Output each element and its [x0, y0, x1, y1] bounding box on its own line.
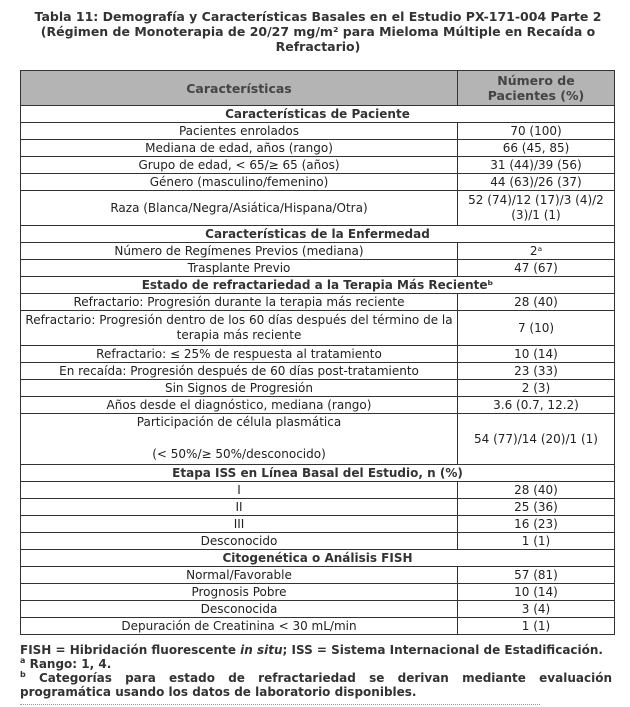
- table-row: [21, 618, 615, 635]
- title-line-2: (Régimen de Monoterapia de 20/27 mg/m² para Mieloma Múltiple en Recaída o: [40, 24, 596, 39]
- table-row: [21, 243, 615, 260]
- row-label: Desconocida: [21, 601, 458, 618]
- section-title: Características de Paciente: [21, 106, 615, 123]
- footnote-a-marker: a: [20, 656, 26, 665]
- row-value: 7 (10): [458, 311, 615, 346]
- table-row: [21, 533, 615, 550]
- footnote-b-marker: b: [20, 670, 26, 679]
- table-row: [21, 482, 615, 499]
- row-label: Refractario: Progresión dentro de los 60 días después del término de la terapia más reciente: [21, 311, 458, 346]
- section-title: Estado de refractariedad a la Terapia Más Recienteᵇ: [21, 277, 615, 294]
- footnote-1-italic: in situ: [240, 643, 283, 657]
- table-row: [21, 191, 615, 226]
- row-label: Refractario: ≤ 25% de respuesta al tratamiento: [21, 346, 458, 363]
- footnote-b: [20, 671, 612, 699]
- row-value: 10 (14): [458, 584, 615, 601]
- table-row: [21, 499, 615, 516]
- row-label: En recaída: Progresión después de 60 días post-tratamiento: [21, 363, 458, 380]
- row-label: I: [21, 482, 458, 499]
- row-value: 16 (23): [458, 516, 615, 533]
- table-body-top: [21, 106, 615, 414]
- row-label: Depuración de Creatinina < 30 mL/min: [21, 618, 458, 635]
- row-label: Desconocido: [21, 533, 458, 550]
- section-header-row: [21, 226, 615, 243]
- section-title: Citogenética o Análisis FISH: [21, 550, 615, 567]
- row-value: 57 (81): [458, 567, 615, 584]
- footnote-a-text: Rango: 1, 4.: [25, 657, 112, 671]
- table-row: [21, 140, 615, 157]
- table-row: [21, 123, 615, 140]
- table-row: [21, 311, 615, 346]
- header-patient-count: Número de Pacientes (%): [458, 71, 615, 106]
- table-row: [21, 414, 615, 465]
- table-row: [21, 294, 615, 311]
- row-label: Pacientes enrolados: [21, 123, 458, 140]
- row-value: 3 (4): [458, 601, 615, 618]
- row-value: 47 (67): [458, 260, 615, 277]
- title-line-1: Tabla 11: Demografía y Características Basales en el Estudio PX-171-004 Parte 2: [34, 9, 602, 24]
- row-label: Raza (Blanca/Negra/Asiática/Hispana/Otra): [21, 191, 458, 226]
- plasma-label: [21, 414, 458, 465]
- table-row: [21, 380, 615, 397]
- table-row: [21, 397, 615, 414]
- row-label: Prognosis Pobre: [21, 584, 458, 601]
- table-row: [21, 174, 615, 191]
- row-label: Trasplante Previo: [21, 260, 458, 277]
- footnote-1-part-a: FISH = Hibridación fluorescente: [20, 643, 241, 657]
- cut-off-text-line: [20, 700, 612, 707]
- row-value: 52 (74)/12 (17)/3 (4)/2 (3)/1 (1): [458, 191, 615, 226]
- table-row: [21, 260, 615, 277]
- title-line-3: Refractario): [275, 39, 361, 54]
- row-label: Mediana de edad, años (rango): [21, 140, 458, 157]
- row-value: 1 (1): [458, 618, 615, 635]
- table-row: [21, 601, 615, 618]
- header-characteristics: Características: [21, 71, 458, 106]
- row-label: II: [21, 499, 458, 516]
- table-row: [21, 346, 615, 363]
- section-header-row: [21, 106, 615, 123]
- table-body-bottom: [21, 465, 615, 635]
- section-header-row: [21, 465, 615, 482]
- section-title: Etapa ISS en Línea Basal del Estudio, n (%): [21, 465, 615, 482]
- footnote-1-part-b: ; ISS = Sistema Internacional de Estadificación.: [282, 643, 603, 657]
- footnote-b-text: Categorías para estado de refractariedad se derivan mediante evaluación programática usando los datos de laboratorio disponibles.: [20, 671, 612, 699]
- section-header-row: [21, 550, 615, 567]
- plasma-value: 54 (77)/14 (20)/1 (1): [458, 414, 615, 465]
- row-label: Refractario: Progresión durante la terapia más reciente: [21, 294, 458, 311]
- table-row: [21, 584, 615, 601]
- row-label: Grupo de edad, < 65/≥ 65 (años): [21, 157, 458, 174]
- row-label: Sin Signos de Progresión: [21, 380, 458, 397]
- row-label: Normal/Favorable: [21, 567, 458, 584]
- row-value: 23 (33): [458, 363, 615, 380]
- section-title: Características de la Enfermedad: [21, 226, 615, 243]
- row-label: III: [21, 516, 458, 533]
- table-row: [21, 567, 615, 584]
- table-row: [21, 516, 615, 533]
- row-label: Género (masculino/femenino): [21, 174, 458, 191]
- footnote-abbreviations: [20, 643, 612, 657]
- table-title: [20, 9, 616, 54]
- row-value: 2ᵃ: [458, 243, 615, 260]
- footnote-a: [20, 657, 612, 671]
- row-value: 70 (100): [458, 123, 615, 140]
- plasma-label-line-1: Participación de célula plasmática: [136, 415, 342, 429]
- row-label: Años desde el diagnóstico, mediana (rango): [21, 397, 458, 414]
- row-value: 44 (63)/26 (37): [458, 174, 615, 191]
- header-row: [21, 71, 615, 106]
- row-value: 10 (14): [458, 346, 615, 363]
- row-value: 31 (44)/39 (56): [458, 157, 615, 174]
- demographics-table: [20, 70, 615, 635]
- row-value: 28 (40): [458, 482, 615, 499]
- row-value: 2 (3): [458, 380, 615, 397]
- plasma-label-line-2: (< 50%/≥ 50%/desconocido): [152, 447, 326, 461]
- row-value: 1 (1): [458, 533, 615, 550]
- table-row: [21, 363, 615, 380]
- table-row: [21, 157, 615, 174]
- row-value: 3.6 (0.7, 12.2): [458, 397, 615, 414]
- row-value: 28 (40): [458, 294, 615, 311]
- row-value: 25 (36): [458, 499, 615, 516]
- section-header-row: [21, 277, 615, 294]
- row-label: Número de Regímenes Previos (mediana): [21, 243, 458, 260]
- row-value: 66 (45, 85): [458, 140, 615, 157]
- plasma-cell-section: [21, 414, 615, 465]
